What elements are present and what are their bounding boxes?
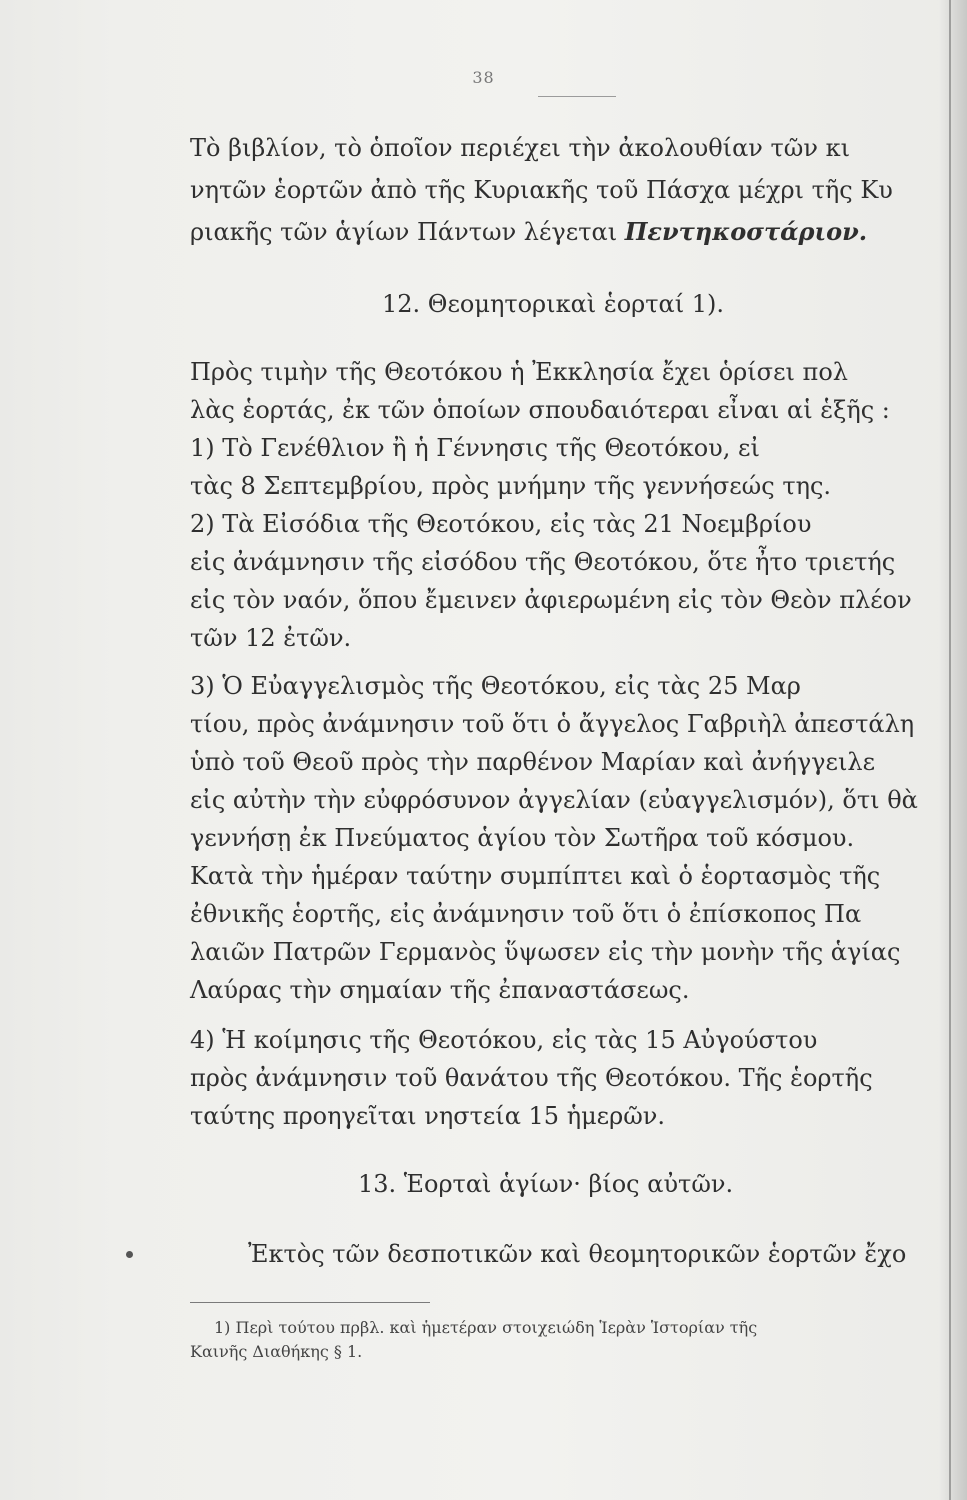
body-line: ἐθνικῆς ἑορτῆς, εἰς ἀνάμνησιν τοῦ ὅτι ὁ ἐπίσκοπος Πα	[190, 900, 862, 928]
body-line: λαιῶν Πατρῶν Γερμανὸς ὕψωσεν εἰς τὴν μονὴν τῆς ἁγίας	[190, 938, 901, 966]
body-line: 1) Τὸ Γενέθλιον ἢ ἡ Γέννησις τῆς Θεοτόκου, εἰ	[190, 434, 760, 462]
body-line: ὑπὸ τοῦ Θεοῦ πρὸς τὴν παρθένον Μαρίαν καὶ ἀνήγγειλε	[190, 748, 875, 776]
body-line: λὰς ἑορτάς, ἐκ τῶν ὁποίων σπουδαιότεραι εἶναι αἱ ἑξῆς :	[190, 396, 890, 424]
body-line: Ἐκτὸς τῶν δεσποτικῶν καὶ θεομητορικῶν ἑορτῶν ἔχο	[248, 1240, 907, 1268]
body-line: νητῶν ἑορτῶν ἀπὸ τῆς Κυριακῆς τοῦ Πάσχα μέχρι τῆς Κυ	[190, 176, 893, 204]
term-pentikostarion: Πεντηκοστάριον.	[624, 217, 868, 246]
body-line	[190, 214, 950, 250]
footnote-line: 1) Περὶ τούτου πρβλ. καὶ ἡμετέραν στοιχειώδη Ἱερὰν Ἱστορίαν τῆς	[214, 1318, 758, 1337]
footnote-rule	[190, 1302, 430, 1303]
body-line: Τὸ βιβλίον, τὸ ὁποῖον περιέχει τὴν ἀκολουθίαν τῶν κι	[190, 134, 850, 162]
body-line: 4) Ἡ κοίμησις τῆς Θεοτόκου, εἰς τὰς 15 Αὐγούστου	[190, 1026, 818, 1054]
body-line: Κατὰ τὴν ἡμέραν ταύτην συμπίπτει καὶ ὁ ἑορτασμὸς τῆς	[190, 862, 881, 890]
body-line-text: ριακῆς τῶν ἁγίων Πάντων λέγεται	[190, 218, 625, 246]
body-line: Πρὸς τιμὴν τῆς Θεοτόκου ἡ Ἐκκλησία ἔχει ὁρίσει πολ	[190, 358, 848, 386]
body-line: πρὸς ἀνάμνησιν τοῦ θανάτου τῆς Θεοτόκου. Τῆς ἑορτῆς	[190, 1064, 873, 1092]
page-number: 38	[472, 68, 495, 87]
body-line: τίου, πρὸς ἀνάμνησιν τοῦ ὅτι ὁ ἄγγελος Γαβριὴλ ἀπεστάλη	[190, 710, 915, 738]
body-line: Λαύρας τὴν σημαίαν τῆς ἐπαναστάσεως.	[190, 976, 690, 1004]
body-line: εἰς τὸν ναόν, ὅπου ἔμεινεν ἀφιερωμένη εἰς τὸν Θεὸν πλέον	[190, 586, 912, 614]
body-line: εἰς ἀνάμνησιν τῆς εἰσόδου τῆς Θεοτόκου, ὅτε ἦτο τριετής	[190, 548, 896, 576]
section-heading-12: 12. Θεομητορικαὶ ἑορταί 1).	[382, 290, 725, 318]
body-line: 3) Ὁ Εὐαγγελισμὸς τῆς Θεοτόκου, εἰς τὰς 25 Μαρ	[190, 672, 801, 700]
body-line: γεννήσῃ ἐκ Πνεύματος ἁγίου τὸν Σωτῆρα τοῦ κόσμου.	[190, 824, 855, 852]
body-line: τὰς 8 Σεπτεμβρίου, πρὸς μνήμην τῆς γεννήσεώς της.	[190, 472, 832, 500]
margin-dot	[126, 1251, 133, 1258]
page-number-rule	[538, 96, 616, 97]
body-line: 2) Τὰ Εἰσόδια τῆς Θεοτόκου, εἰς τὰς 21 Νοεμβρίου	[190, 510, 812, 538]
body-line: ταύτης προηγεῖται νηστεία 15 ἡμερῶν.	[190, 1102, 666, 1130]
footnote-line: Καινῆς Διαθήκης § 1.	[190, 1342, 363, 1361]
section-heading-13: 13. Ἑορταὶ ἁγίων· βίος αὐτῶν.	[358, 1170, 734, 1198]
body-line: τῶν 12 ἐτῶν.	[190, 624, 352, 652]
body-line: εἰς αὐτὴν τὴν εὐφρόσυνον ἀγγελίαν (εὐαγγελισμόν), ὅτι θὰ	[190, 786, 918, 814]
